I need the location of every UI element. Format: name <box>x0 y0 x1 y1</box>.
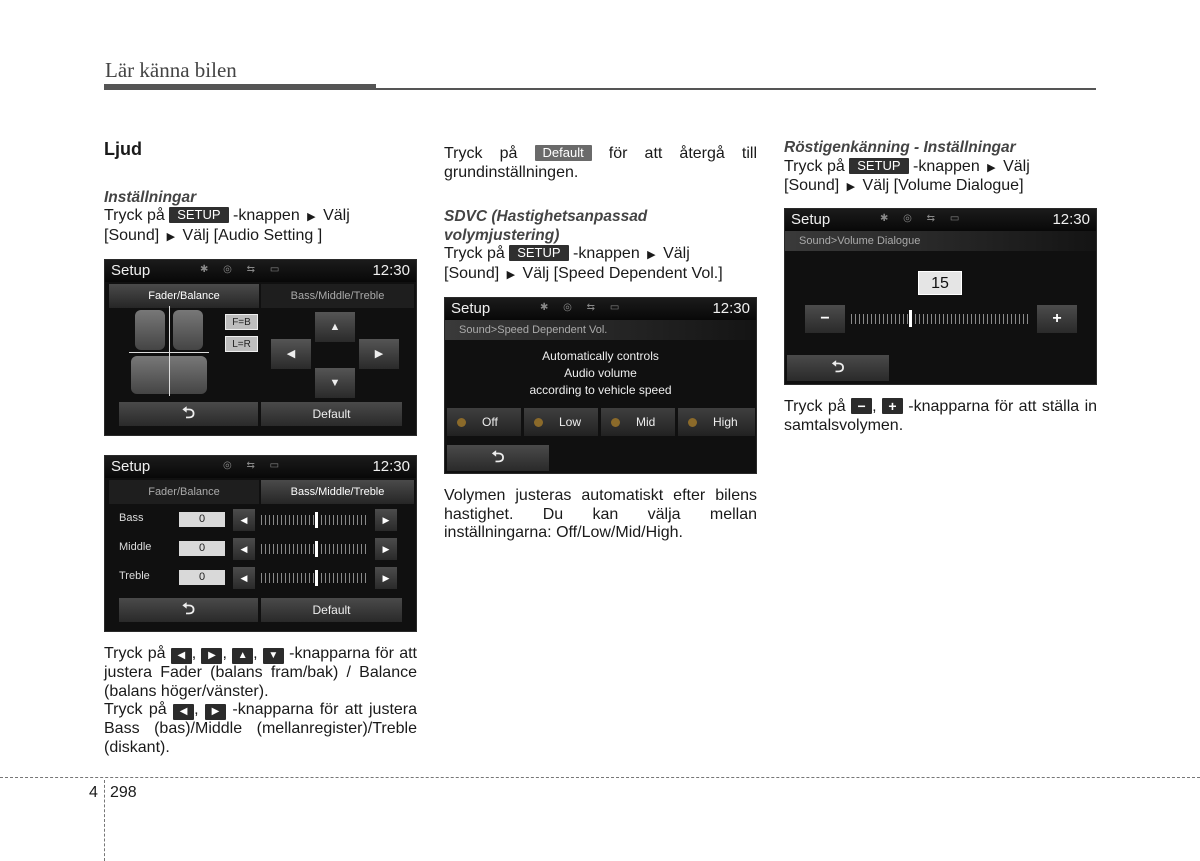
tab-fader-balance[interactable]: Fader/Balance <box>109 480 259 504</box>
eq-decrease-button[interactable]: ◀ <box>233 567 255 589</box>
tab-bass-middle-treble[interactable]: Bass/Middle/Treble <box>261 284 414 308</box>
eq-label: Bass <box>119 512 144 524</box>
volume-dialogue-body: Tryck på − , + -knapparna för att ställa in samtalsvolymen. <box>784 398 1098 434</box>
screen-speed-dependent-vol <box>444 297 757 474</box>
status-icons: ✱ ◎ ⇆ ▭ <box>880 213 966 224</box>
column-1-bottom <box>104 645 417 757</box>
volume-slider-knob[interactable] <box>909 310 912 327</box>
left-button[interactable]: ◀ <box>271 339 311 369</box>
back-icon: ⮌ <box>831 359 845 376</box>
fader-crosshair <box>129 352 209 353</box>
balance-badge: L=R <box>225 336 258 352</box>
eq-increase-button[interactable]: ▶ <box>375 509 397 531</box>
right-button[interactable]: ▶ <box>359 339 399 369</box>
eq-label: Treble <box>119 570 150 582</box>
down-arrow-icon: ▼ <box>263 648 284 664</box>
back-icon: ⮌ <box>491 449 505 466</box>
default-button[interactable]: Default <box>261 598 402 622</box>
setup-chip: SETUP <box>169 207 228 223</box>
seat-front-right <box>173 310 203 350</box>
radio-icon <box>688 418 697 427</box>
screen-title: Setup <box>111 262 151 279</box>
eq-label: Middle <box>119 541 152 553</box>
volume-slider[interactable] <box>851 314 1031 324</box>
option-low[interactable]: Low <box>524 408 598 436</box>
up-arrow-icon: ▲ <box>232 648 253 664</box>
fader-badge: F=B <box>225 314 258 330</box>
column-3 <box>784 139 1097 197</box>
eq-value: 0 <box>179 541 225 556</box>
left-arrow-icon: ◀ <box>171 648 192 664</box>
instruction-audio-setting: Tryck på SETUP -knappen ▶ Välj [Sound] ▶ Välj [Audio Setting ] <box>104 207 350 244</box>
fader-instruction: Tryck på ◀ , ▶ , ▲ , ▼ -knapparna för att justera Fader (balans fram/bak) / Balance (balans höger/vänster). <box>104 645 417 700</box>
back-button[interactable] <box>119 402 258 426</box>
footer-vertical-rule <box>104 780 105 861</box>
column-1 <box>104 140 417 246</box>
right-arrow-icon: ▶ <box>647 249 656 261</box>
right-arrow-icon: ▶ <box>307 211 316 223</box>
screen-breadcrumb: Sound>Volume Dialogue <box>785 231 1096 251</box>
screen-volume-dialogue <box>784 208 1097 385</box>
status-icons: ✱ ◎ ⇆ ▭ <box>200 264 286 275</box>
eq-instruction: Tryck på ◀ , ▶ -knapparna för att justera Bass (bas)/Middle (mellanregister)/Treble (diskant). <box>104 701 418 756</box>
setup-chip: SETUP <box>849 158 908 174</box>
screen-title: Setup <box>791 211 831 228</box>
sdvc-description: Automatically controls Audio volume according to vehicle speed <box>529 349 672 397</box>
default-chip: Default <box>535 145 592 161</box>
plus-icon: + <box>882 398 903 414</box>
eq-slider-knob[interactable] <box>315 512 318 528</box>
screen-time: 12:30 <box>1052 211 1090 228</box>
screen-bass-middle-treble <box>104 455 417 632</box>
eq-increase-button[interactable]: ▶ <box>375 538 397 560</box>
setup-chip: SETUP <box>509 245 568 261</box>
sdvc-body: Volymen justeras automatiskt efter bilens hastighet. Du kan välja mellan inställningarna: Off/Low/Mid/High. <box>444 487 757 541</box>
screen-time: 12:30 <box>712 300 750 317</box>
screen-breadcrumb: Sound>Speed Dependent Vol. <box>445 320 756 340</box>
option-off[interactable]: Off <box>447 408 521 436</box>
eq-increase-button[interactable]: ▶ <box>375 567 397 589</box>
page-number: 298 <box>110 784 137 801</box>
right-arrow-icon: ▶ <box>201 648 222 664</box>
footer-rule <box>0 777 1200 778</box>
eq-slider-knob[interactable] <box>315 570 318 586</box>
radio-icon <box>457 418 466 427</box>
eq-value: 0 <box>179 512 225 527</box>
tab-fader-balance[interactable]: Fader/Balance <box>109 284 259 308</box>
voice-recognition-subhead: Röstigenkänning - Inställningar <box>784 139 1016 156</box>
back-button[interactable] <box>787 355 889 381</box>
right-arrow-icon: ▶ <box>987 161 996 174</box>
eq-value: 0 <box>179 570 225 585</box>
back-button[interactable] <box>447 445 549 471</box>
eq-row-middle <box>119 537 402 561</box>
screen-title: Setup <box>451 300 491 317</box>
back-icon: ⮌ <box>182 405 195 422</box>
screen-fader-balance <box>104 259 417 436</box>
seat-front-left <box>135 310 165 350</box>
running-header: Lär känna bilen <box>105 58 237 82</box>
eq-row-treble <box>119 566 402 590</box>
up-button[interactable]: ▲ <box>315 312 355 342</box>
volume-decrease-button[interactable]: − <box>805 305 845 333</box>
option-high[interactable]: High <box>678 408 755 436</box>
header-rule-thick <box>104 84 376 90</box>
radio-icon <box>534 418 543 427</box>
option-mid[interactable]: Mid <box>601 408 675 436</box>
right-arrow-icon: ▶ <box>166 230 176 243</box>
sdvc-subhead: SDVC (Hastighetsanpassad volymjustering) <box>444 208 648 244</box>
eq-slider-knob[interactable] <box>315 541 318 557</box>
header-rule-thin <box>376 88 1096 90</box>
screen-time: 12:30 <box>372 458 410 475</box>
back-button[interactable] <box>119 598 258 622</box>
minus-icon: − <box>851 398 872 414</box>
column-2 <box>444 145 757 284</box>
screen-title: Setup <box>111 458 151 475</box>
radio-icon <box>611 418 620 427</box>
settings-subhead: Inställningar <box>104 188 197 206</box>
instruction-volume-dialogue: Tryck på SETUP -knappen ▶ Välj [Sound] ▶ Välj [Volume Dialogue] <box>784 157 1030 194</box>
status-icons: ✱ ◎ ⇆ ▭ <box>540 302 626 313</box>
default-button[interactable]: Default <box>261 402 402 426</box>
right-arrow-icon: ▶ <box>205 704 226 720</box>
down-button[interactable]: ▼ <box>315 368 355 398</box>
screen-time: 12:30 <box>372 262 410 279</box>
volume-value: 15 <box>918 271 962 295</box>
left-arrow-icon: ◀ <box>173 704 194 720</box>
volume-increase-button[interactable]: + <box>1037 305 1077 333</box>
right-arrow-icon: ▶ <box>846 181 856 193</box>
eq-decrease-button[interactable]: ◀ <box>233 509 255 531</box>
eq-row-bass <box>119 508 402 532</box>
back-icon: ⮌ <box>182 601 195 618</box>
eq-decrease-button[interactable]: ◀ <box>233 538 255 560</box>
right-arrow-icon: ▶ <box>506 268 516 281</box>
instruction-sdvc: Tryck på SETUP -knappen ▶ Välj [Sound] ▶ Välj [Speed Dependent Vol.] <box>444 245 723 282</box>
status-icons: ◎ ⇆ ▭ <box>223 460 286 471</box>
balance-crosshair <box>169 306 170 396</box>
default-instruction: Tryck på Default för att återgå till grundinställningen. <box>444 145 758 181</box>
tab-bass-middle-treble[interactable]: Bass/Middle/Treble <box>261 480 414 504</box>
section-heading: Ljud <box>104 139 142 159</box>
chapter-number: 4 <box>89 784 98 801</box>
